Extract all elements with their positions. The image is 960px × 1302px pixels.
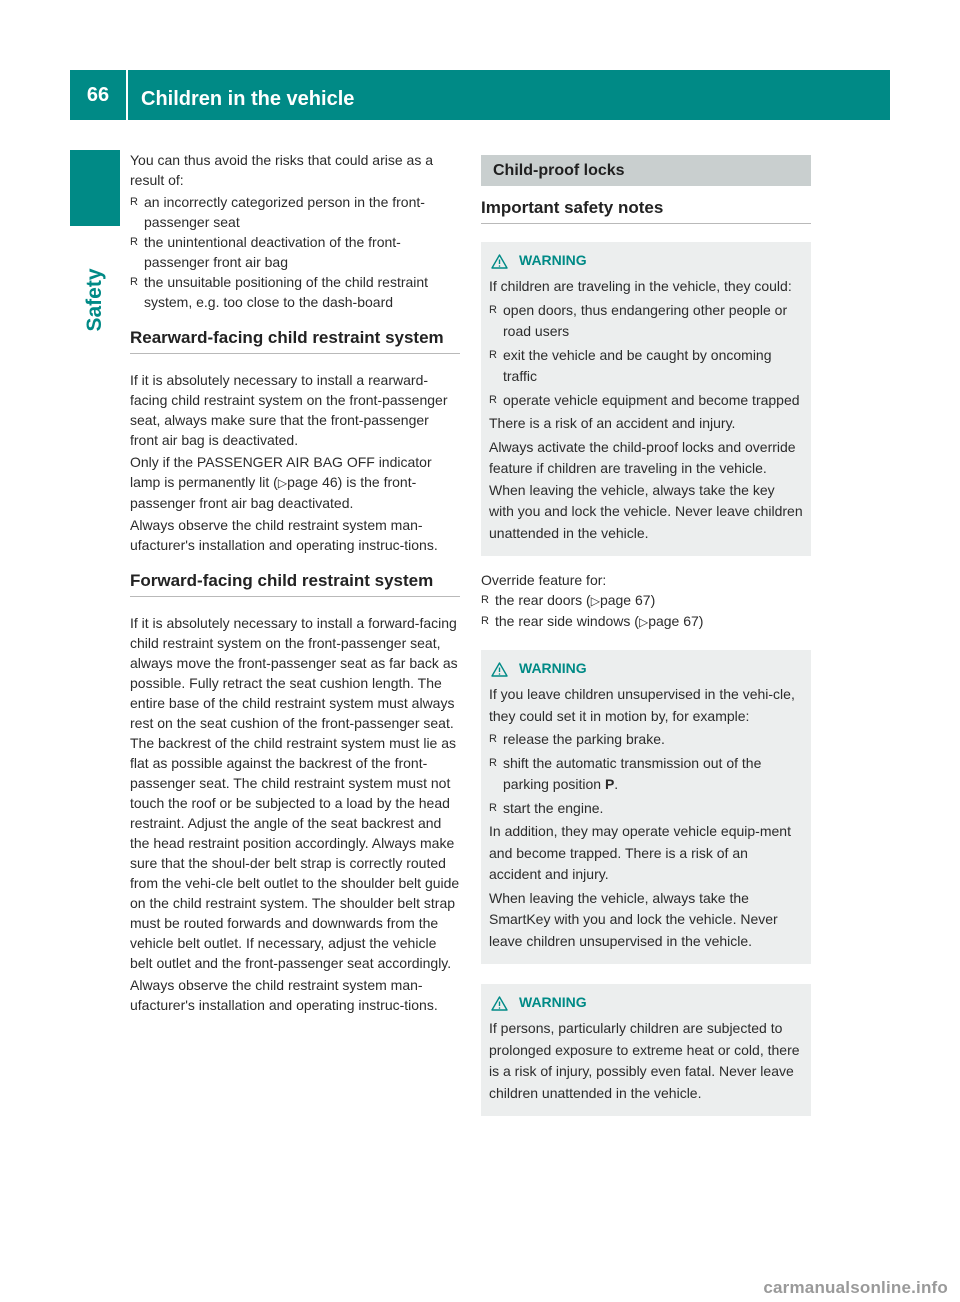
warning-3-text: If persons, particularly children are subjected to prolonged exposure to extreme heat or cold, there is a risk of injury, possibly even fatal. Never leave children unattended in the vehicle.: [489, 1020, 800, 1101]
override-label: Override feature for:: [481, 572, 607, 588]
intro-bullet-list: [130, 192, 460, 312]
rearward-paragraph-1: If it is absolutely necessary to install a rearward-facing child restraint system on the front-passenger seat, always make sure that the front-passenger front air bag is deactivated.: [130, 372, 448, 448]
forward-paragraph-1: If it is absolutely necessary to install a forward-facing child restraint system on the front-passenger seat, always move the front-passenger seat as far back as possible. Fully retract the seat cushion length. The entire base of the child restraint system must always rest on the seat cushion of the front-passenger seat. The backrest of the child restraint system must lie as flat as possible against the backrest of the front-passenger seat. The child restraint system must not touch the roof or be subjected to a load by the head restraint. Adjust the angle of the seat backrest and the head restraint position accordingly. Always make sure that the shoul-der belt strap is correctly routed from the vehi-cle belt outlet to the shoulder belt guide on the child restraint system. The shoulder belt strap must be routed forwards and downwards from the vehicle belt outlet. If necessary, adjust the vehicle belt outlet and the front-passenger seat accordingly.: [130, 615, 460, 971]
list-item: R start the engine.: [489, 798, 803, 820]
side-tab-label: Safety: [83, 268, 106, 332]
warning-title: WARNING: [489, 658, 803, 680]
side-tab-marker: [70, 150, 120, 226]
list-item: R the rear doors (▷page 67): [481, 592, 656, 608]
override-list: [481, 590, 811, 632]
warning-title: WARNING: [489, 250, 803, 272]
bullet-icon: R: [130, 276, 138, 288]
forward-facing-heading: Forward-facing child restraint system: [130, 571, 460, 597]
page-ref-link[interactable]: page 67: [599, 592, 651, 608]
warning-2-risk: In addition, they may operate vehicle equip-ment and become trapped. There is a risk of an accident and injury.: [489, 823, 791, 882]
header-divider: [126, 70, 128, 120]
page-ref-icon: ▷: [277, 476, 288, 490]
important-safety-notes-heading: Important safety notes: [481, 198, 811, 224]
list-item: R the unintentional deactivation of the front-passenger front air bag: [130, 234, 401, 270]
watermark: carmanualsonline.info: [763, 1278, 948, 1297]
rearward-paragraph-2: Only if the PASSENGER AIR BAG OFF indicator lamp is permanently lit (▷page 46) is the front-passenger front air bag deactivated.: [130, 454, 432, 511]
warning-box-1: [481, 242, 811, 556]
list-item: R open doors, thus endangering other people or road users: [489, 301, 788, 339]
parking-position-label: P: [604, 776, 615, 792]
warning-box-3: [481, 984, 811, 1116]
rearward-paragraph-3: Always observe the child restraint system man-ufacturer's installation and operating instruc-tions.: [130, 517, 438, 553]
list-item: R the unsuitable positioning of the child restraint system, e.g. too close to the dash-board: [130, 274, 429, 310]
warning-triangle-icon: [491, 996, 508, 1011]
page-ref-link[interactable]: page 67: [648, 613, 699, 629]
bullet-icon: R: [489, 801, 497, 814]
bullet-icon: R: [489, 348, 497, 361]
warning-2-intro: If you leave children unsupervised in the vehi-cle, they could set it in motion by, for example:: [489, 686, 795, 724]
bullet-icon: R: [130, 196, 138, 208]
child-proof-locks-heading: Child-proof locks: [481, 155, 811, 186]
warning-2-bullets: [489, 729, 803, 819]
bullet-icon: R: [481, 615, 489, 627]
bullet-icon: R: [489, 393, 497, 406]
list-item: R shift the automatic transmission out of the parking position P.: [489, 754, 762, 792]
bullet-icon: R: [130, 236, 138, 248]
page-ref-icon: ▷: [638, 615, 649, 629]
section-title: Children in the vehicle: [141, 88, 355, 110]
forward-paragraph-2: Always observe the child restraint system man-ufacturer's installation and operating instruc-tions.: [130, 977, 438, 1013]
page-number: 66: [86, 84, 110, 106]
bullet-icon: R: [489, 733, 497, 745]
rearward-facing-heading: Rearward-facing child restraint system: [130, 328, 460, 354]
intro-paragraph: You can thus avoid the risks that could arise as a result of:: [130, 152, 433, 188]
list-item: R release the parking brake.: [489, 729, 803, 751]
right-column: [481, 150, 811, 1130]
left-column: [130, 150, 460, 1017]
page-ref-icon: ▷: [590, 594, 600, 608]
bullet-icon: R: [481, 594, 489, 606]
list-item: R operate vehicle equipment and become trapped: [489, 390, 803, 412]
list-item: R the rear side windows (▷page 67): [481, 613, 704, 629]
warning-2-advice: When leaving the vehicle, always take the SmartKey with you and lock the vehicle. Never leave children unsupervised in the vehicle.: [489, 889, 778, 949]
warning-1-bullets: [489, 300, 803, 412]
bullet-icon: R: [489, 303, 497, 316]
list-item: R an incorrectly categorized person in the front-passenger seat: [130, 194, 425, 230]
list-item: R exit the vehicle and be caught by oncoming traffic: [489, 346, 772, 384]
warning-title: WARNING: [489, 992, 803, 1014]
warning-box-2: [481, 650, 811, 964]
warning-triangle-icon: [491, 662, 508, 677]
warning-1-intro: If children are traveling in the vehicle, they could:: [489, 278, 792, 294]
warning-1-risk: There is a risk of an accident and injury.: [489, 415, 736, 431]
bullet-icon: R: [489, 756, 497, 769]
warning-1-advice: Always activate the child-proof locks and override feature if children are traveling in the vehicle. When leaving the vehicle, always take the key with you and lock the vehicle. Never leave children unattended in the vehicle.: [489, 438, 803, 541]
warning-triangle-icon: [491, 254, 508, 269]
page-ref-link[interactable]: page 46: [287, 474, 338, 490]
